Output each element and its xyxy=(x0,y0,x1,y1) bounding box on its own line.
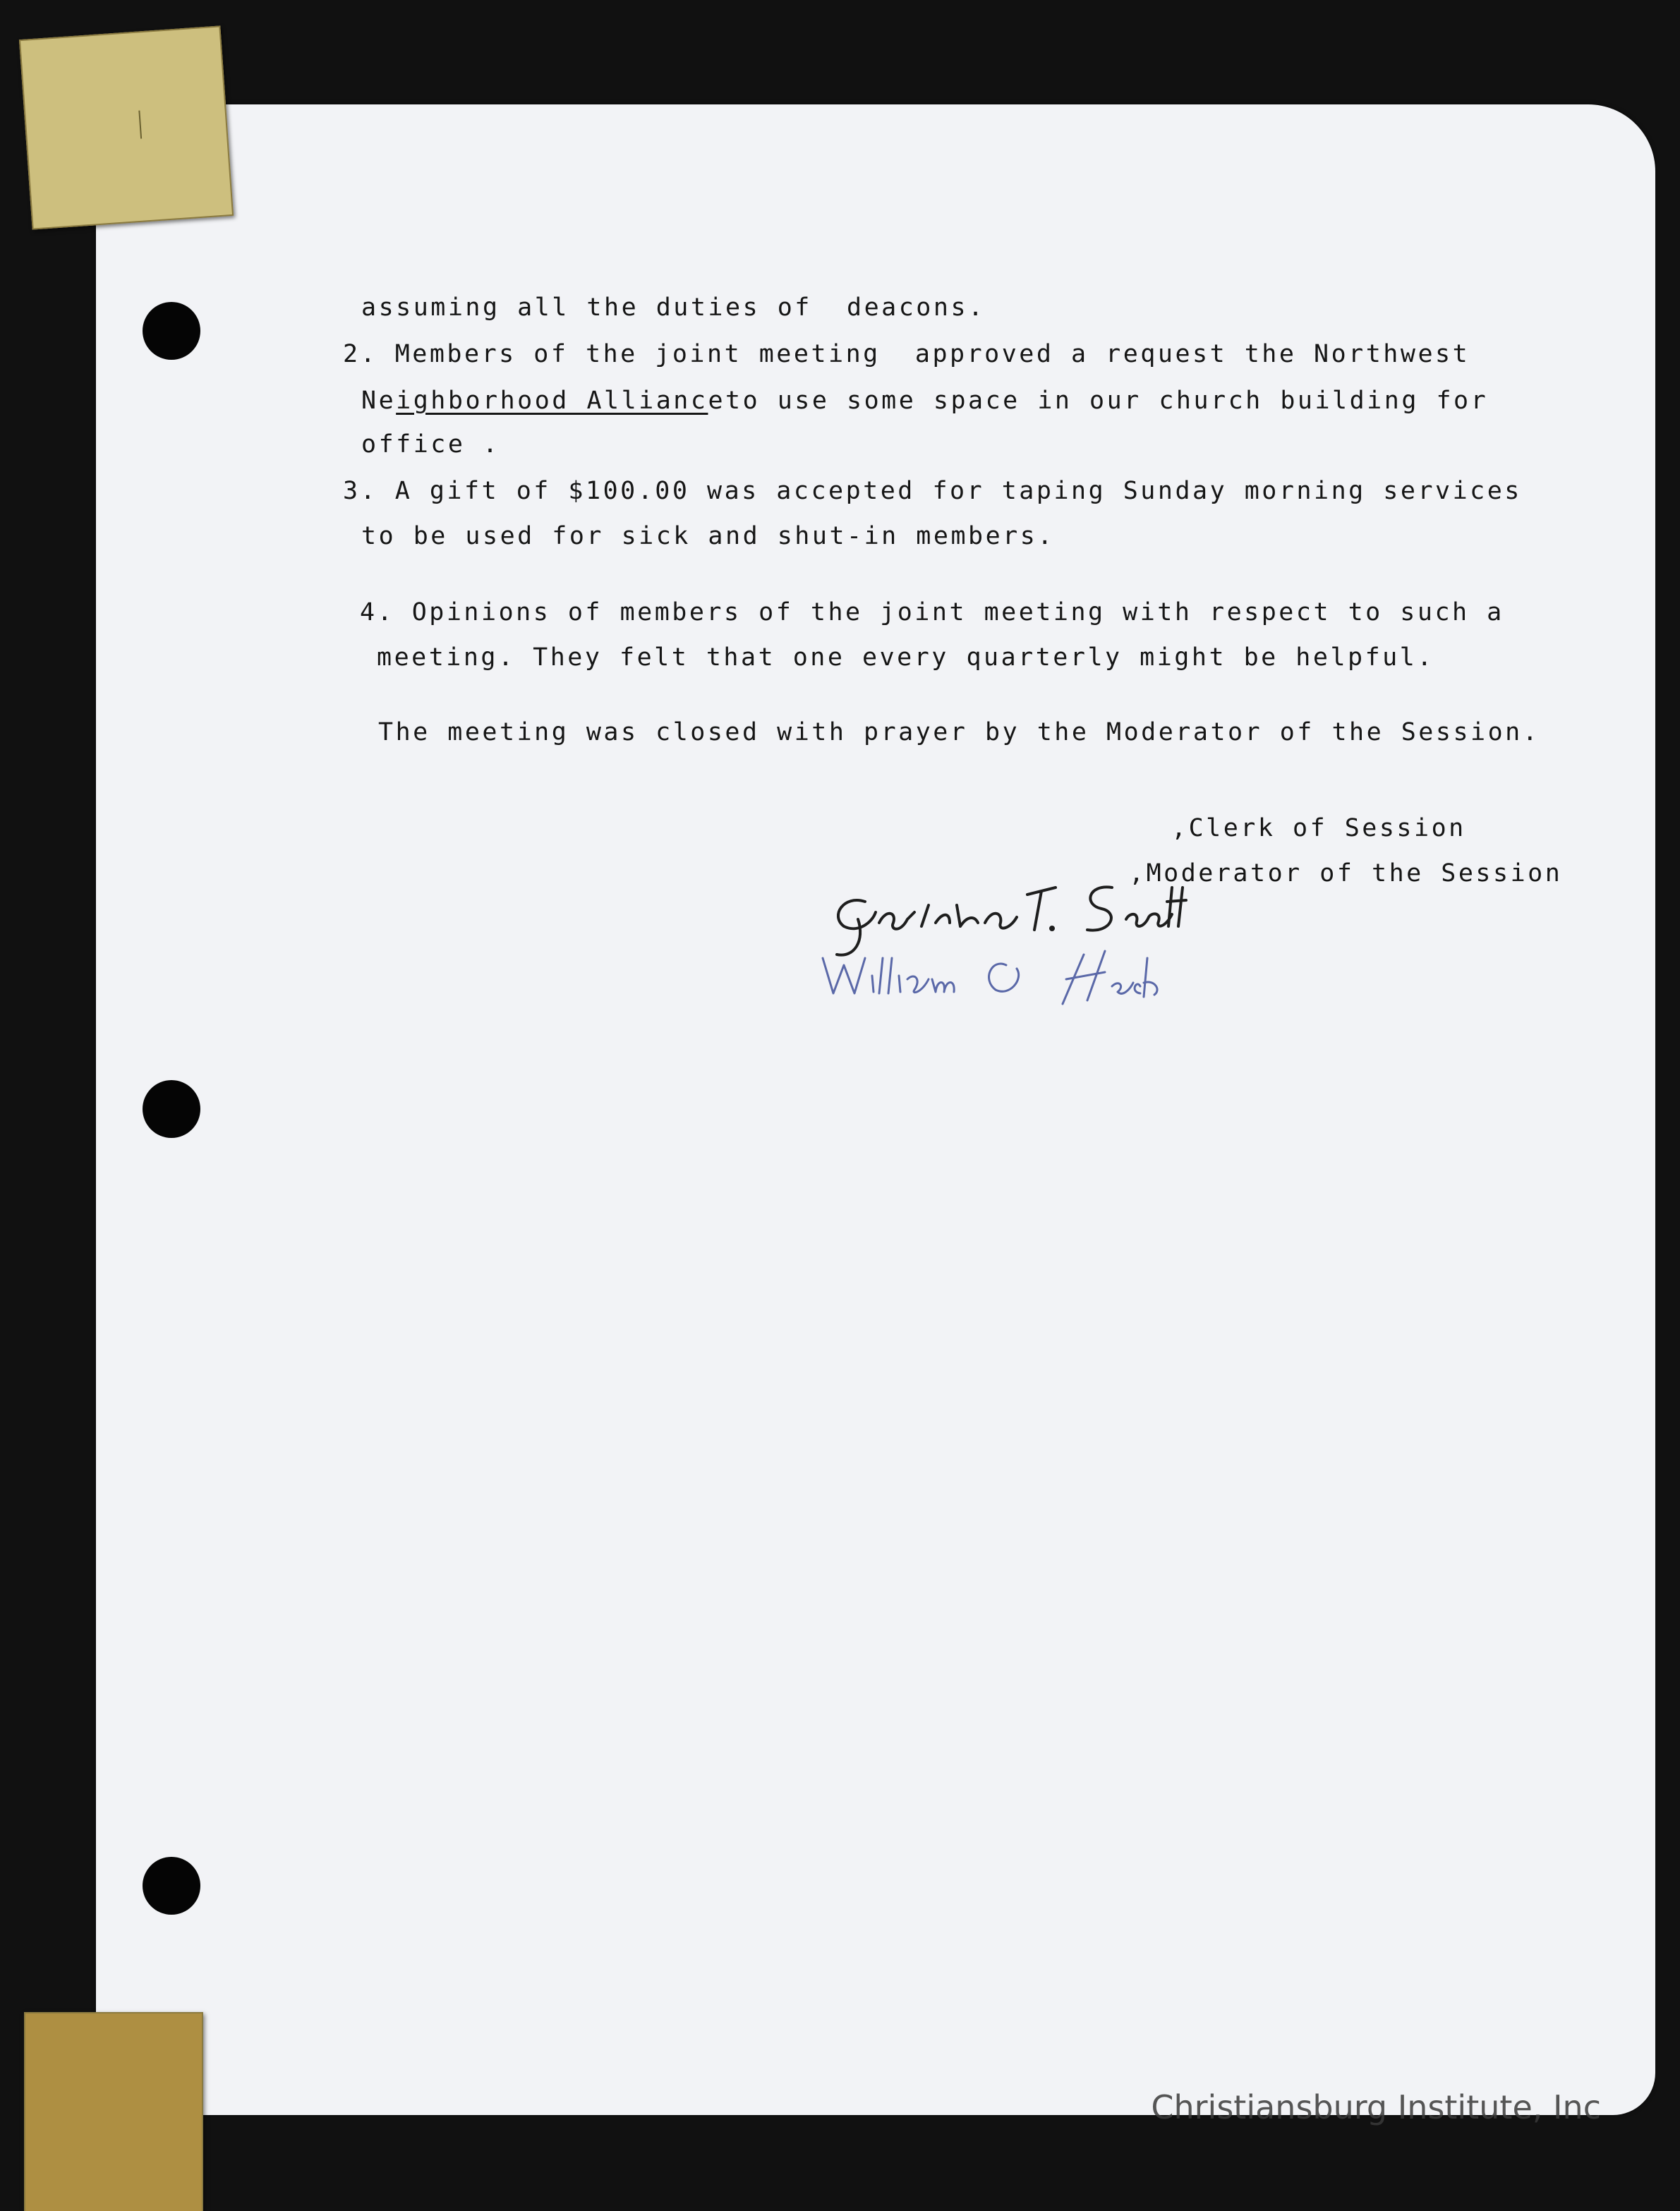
binder-clip-top xyxy=(19,25,234,229)
moderator-signature xyxy=(823,951,1157,1004)
item-3-line-1: 3. A gift of $100.00 was accepted for taping Sunday morning services xyxy=(343,477,1522,505)
underlined-alliance-text: ighborhood Allianc xyxy=(396,387,708,415)
signatures-handwritten xyxy=(816,873,1310,1014)
clerk-signature xyxy=(837,887,1186,955)
item-4-line-2: meeting. They felt that one every quarterly might be helpful. xyxy=(377,643,1434,672)
document-page xyxy=(96,104,1655,2115)
line-continuation: assuming all the duties of deacons. xyxy=(361,293,986,322)
item-2-line-3: office . xyxy=(361,430,500,459)
clerk-of-session-label: ,Clerk of Session xyxy=(1171,814,1466,842)
clip-mark xyxy=(138,111,142,139)
item-2-line-2 xyxy=(361,389,1488,413)
binder-hole-top xyxy=(143,302,200,360)
archive-watermark: Christiansburg Institute, Inc xyxy=(1151,2088,1601,2126)
item-3-line-2: to be used for sick and shut-in members. xyxy=(361,522,1055,550)
binder-hole-bottom xyxy=(143,1857,200,1915)
binder-clip-bottom xyxy=(24,2012,203,2211)
moderator-of-session-label: ,Moderator of the Session xyxy=(1129,859,1563,888)
binder-hole-middle xyxy=(143,1080,200,1138)
item-2-text-end: eto use some space in our church building for xyxy=(708,387,1489,415)
item-4-line-1: 4. Opinions of members of the joint meeting with respect to such a xyxy=(360,598,1504,626)
closing-line: The meeting was closed with prayer by the Moderator of the Session. xyxy=(378,718,1540,746)
item-2-text-start: Ne xyxy=(361,387,397,415)
item-2-line-1: 2. Members of the joint meeting approved a request the Northwest xyxy=(343,340,1470,368)
